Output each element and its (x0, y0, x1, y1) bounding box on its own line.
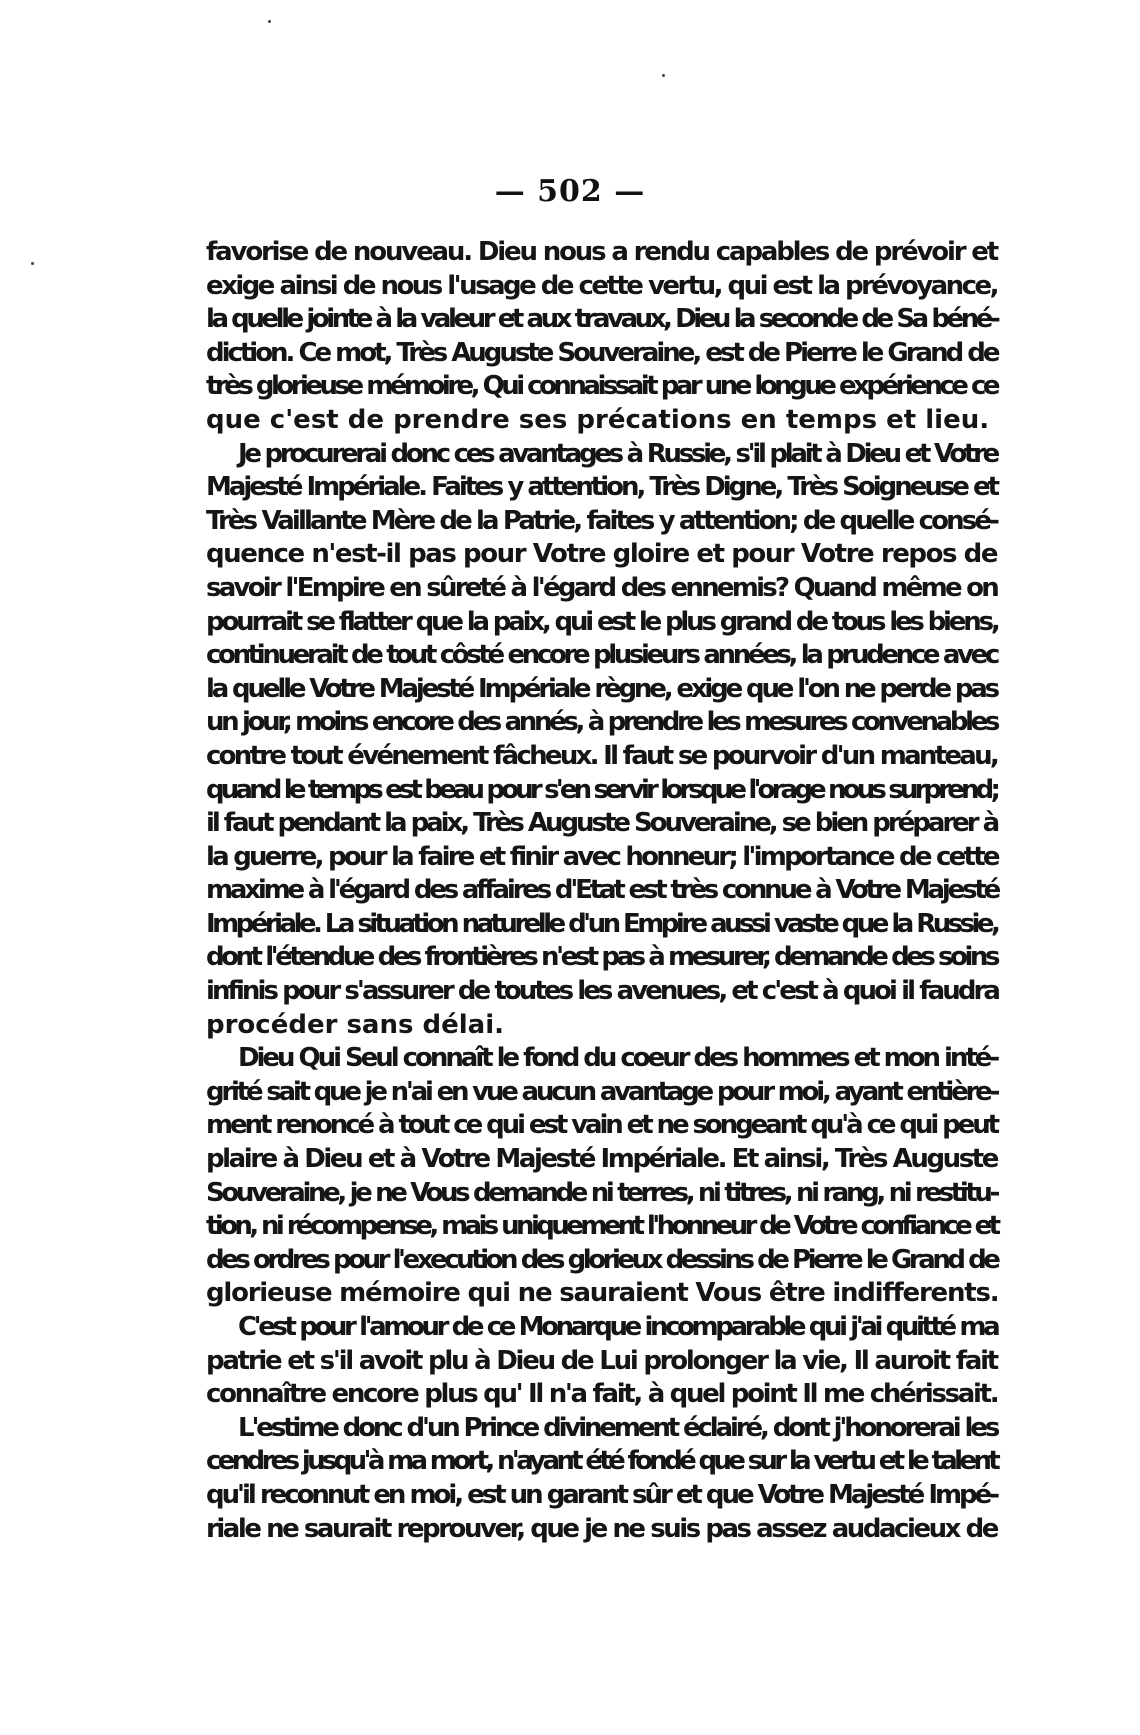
text-line: qu'il reconnut en moi, est un garant sûr et que Votre Majesté Impé- (206, 1479, 997, 1510)
text-line: favorise de nouveau. Dieu nous a rendu capables de prévoir et (206, 237, 997, 267)
text-line: Impériale. La situation naturelle d'un Empire aussi vaste que la Russie, (206, 908, 998, 939)
text-line: maxime à l'égard des affaires d'Etat est très connue à Votre Majesté (206, 875, 999, 906)
text-line: riale ne saurait reprouver, que je ne suis pas assez audacieux de (206, 1513, 997, 1544)
text-line: Très Vaillante Mère de la Patrie, faites y attention; de quelle consé- (206, 505, 997, 536)
text-line: tion, ni récompense, mais uniquement l'honneur de Votre confiance et (206, 1211, 998, 1242)
scan-speck (31, 262, 34, 265)
text-line: très glorieuse mémoire, Qui connaissait par une longue expérience ce (206, 371, 997, 402)
text-line: des ordres pour l'execution des glorieux dessins de Pierre le Grand de (206, 1244, 998, 1275)
text-line: procéder sans délai. (206, 1009, 505, 1040)
paragraph (206, 236, 997, 438)
text-line: quence n'est-il pas pour Votre gloire et pour Votre repos de (206, 539, 998, 570)
text-line: L'estime donc d'un Prince divinement éclairé, dont j'honorerai les (238, 1412, 998, 1443)
text-line: la quelle jointe à la valeur et aux travaux, Dieu la seconde de Sa béné- (206, 304, 998, 335)
text-line: continuerait de tout côsté encore plusieurs années, la prudence avec (206, 640, 997, 671)
text-line: diction. Ce mot, Très Auguste Souveraine, est de Pierre le Grand de (206, 337, 998, 368)
text-line: savoir l'Empire en sûreté à l'égard des ennemis? Quand même on (206, 572, 997, 603)
text-line: Souveraine, je ne Vous demande ni terres, ni titres, ni rang, ni restitu- (206, 1177, 997, 1208)
text-line: la quelle Votre Majesté Impériale règne, exige que l'on ne perde pas (206, 673, 997, 704)
body-text (206, 236, 997, 1546)
paragraph (206, 438, 997, 1043)
paragraph (206, 1412, 997, 1546)
text-line: Majesté Impériale. Faites y attention, Très Digne, Très Soigneuse et (206, 472, 997, 503)
text-line: connaître encore plus qu' Il n'a fait, à quel point Il me chérissait. (206, 1379, 998, 1410)
text-line: il faut pendant la paix, Très Auguste Souveraine, se bien préparer à (206, 808, 998, 839)
text-line: patrie et s'il avoit plu à Dieu de Lui prolonger la vie, Il auroit fait (206, 1345, 997, 1376)
text-line: ment renoncé à tout ce qui est vain et ne songeant qu'à ce qui peut (206, 1110, 997, 1141)
text-line: pourrait se flatter que la paix, qui est le plus grand de tous les biens, (206, 606, 998, 637)
text-line: C'est pour l'amour de ce Monarque incomparable qui j'ai quitté ma (238, 1312, 998, 1342)
text-line: contre tout événement fâcheux. Il faut se pourvoir d'un manteau, (206, 740, 997, 771)
text-line: Je procurerai donc ces avantages à Russie, s'il plait à Dieu et Votre (238, 438, 997, 469)
scan-speck (662, 74, 665, 77)
text-line: infinis pour s'assurer de toutes les avenues, et c'est à quoi il faudra (206, 976, 999, 1007)
scan-speck (268, 20, 271, 23)
text-line: glorieuse mémoire qui ne sauraient Vous être indifferents. (206, 1278, 999, 1309)
text-line: exige ainsi de nous l'usage de cette vertu, qui est la prévoyance, (206, 270, 997, 301)
text-line: grité sait que je n'ai en vue aucun avantage pour moi, ayant entière- (206, 1076, 998, 1107)
text-line: plaire à Dieu et à Votre Majesté Impériale. Et ainsi, Très Auguste (206, 1144, 997, 1175)
text-line: Dieu Qui Seul connaît le fond du coeur des hommes et mon inté- (238, 1043, 998, 1074)
text-line: cendres jusqu'à ma mort, n'ayant été fondé que sur la vertu et le talent (206, 1446, 997, 1477)
text-line: la guerre, pour la faire et finir avec honneur; l'importance de cette (206, 841, 998, 872)
text-line: que c'est de prendre ses précations en temps et lieu. (206, 404, 990, 435)
paragraph (206, 1311, 997, 1412)
paragraph (206, 1042, 997, 1311)
text-line: un jour, moins encore des annés, à prendre les mesures convenables (206, 707, 997, 738)
text-line: quand le temps est beau pour s'en servir lorsque l'orage nous surprend; (206, 774, 997, 805)
text-line: dont l'étendue des frontières n'est pas à mesurer, demande des soins (206, 942, 997, 973)
page-number: — 502 — (494, 174, 646, 209)
